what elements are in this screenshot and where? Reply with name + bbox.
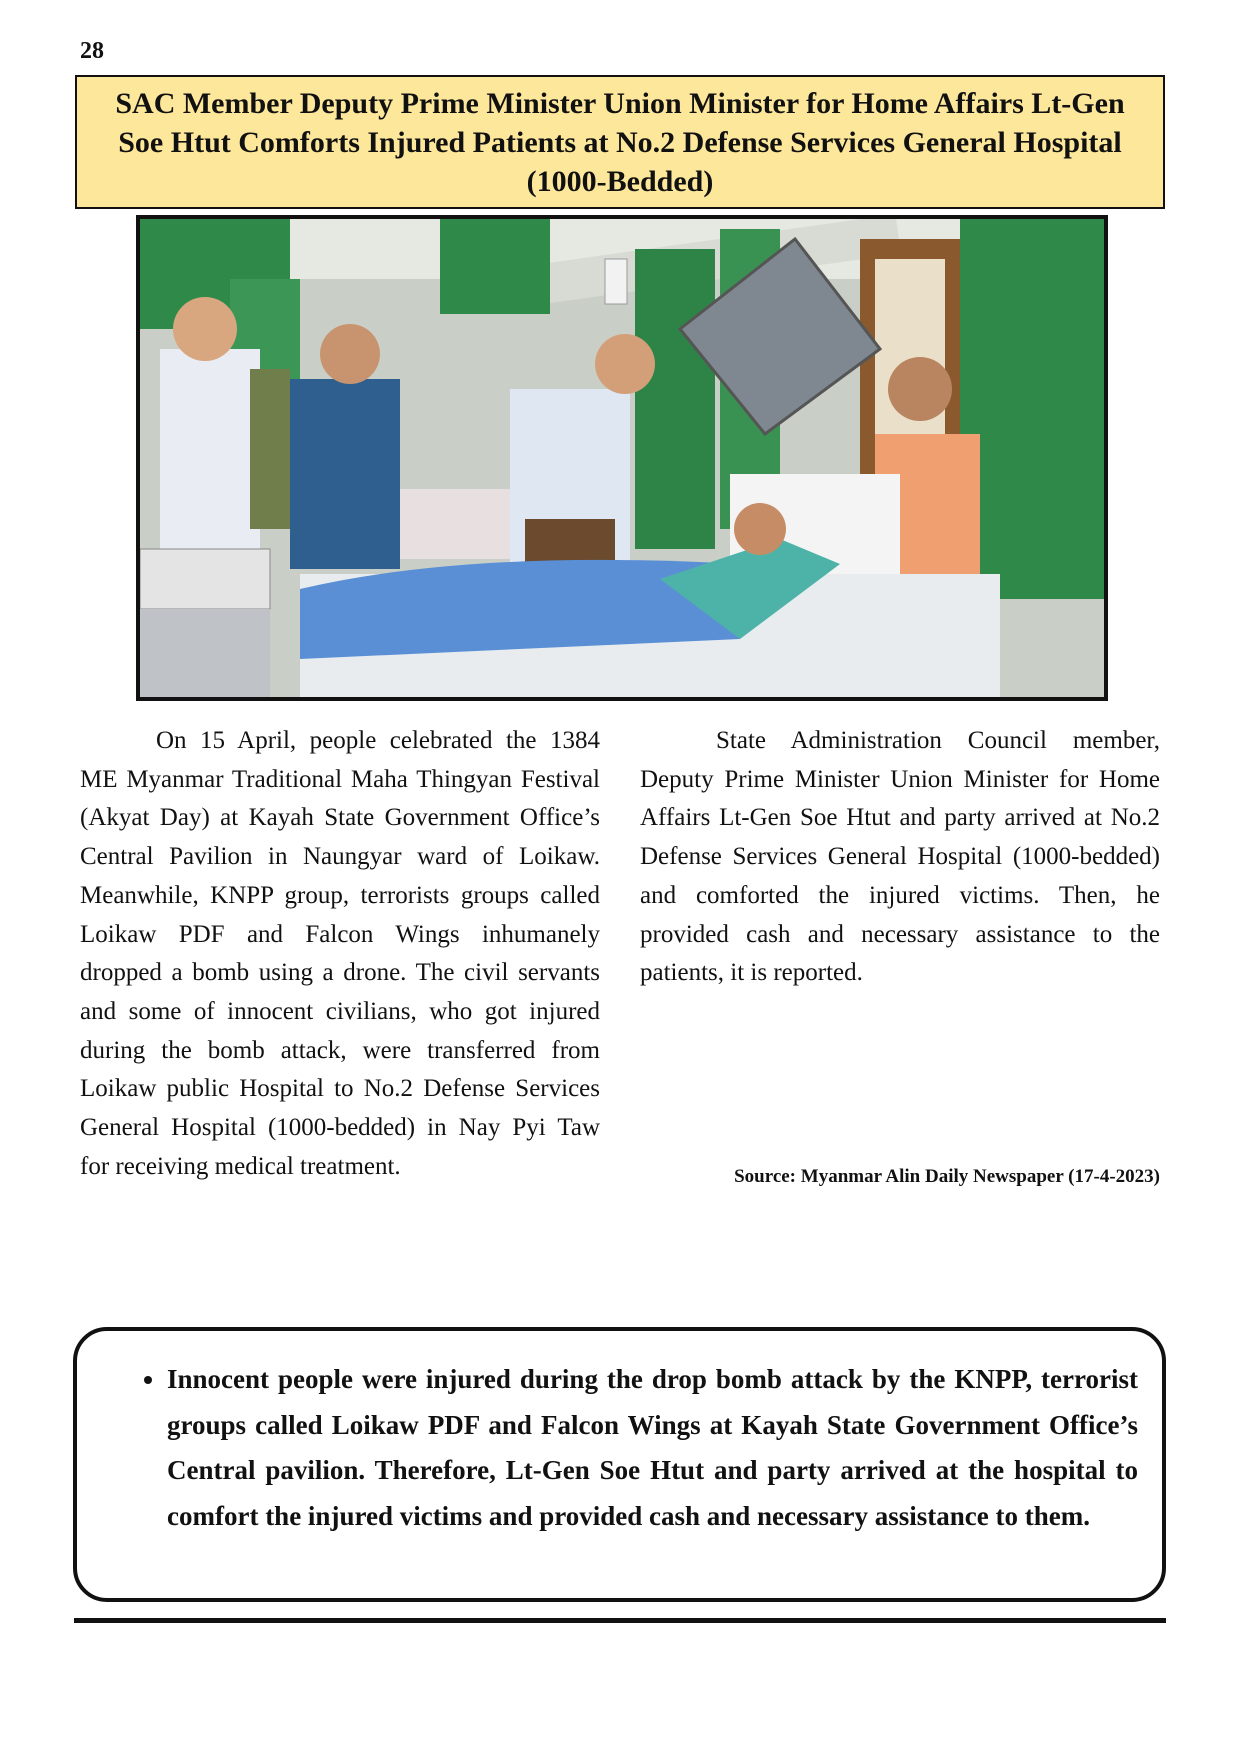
article-title: SAC Member Deputy Prime Minister Union Minister for Home Affairs Lt-Gen Soe Htut Comforts Injured Patients at No.2 Defense Services General Hospital (1000-Bedded) (115, 86, 1125, 198)
bottom-divider (74, 1618, 1166, 1623)
summary-list (133, 1357, 1138, 1539)
hospital-photo-illustration (140, 219, 1104, 697)
summary-box (73, 1327, 1166, 1602)
page-number: 28 (80, 38, 104, 64)
source-credit: Source: Myanmar Alin Daily Newspaper (17-4-2023) (734, 1166, 1160, 1187)
article-paragraph-right: State Administration Council member, Deputy Prime Minister Union Minister for Home Affairs Lt-Gen Soe Htut and party arrived at No.2 Defense Services General Hospital (1000-bedded) and comforted the injured victims. Then, he provided cash and necessary assistance to the patients, it is reported. (640, 727, 1160, 987)
hospital-photo (136, 215, 1108, 701)
article-paragraph-left: On 15 April, people celebrated the 1384 ME Myanmar Traditional Maha Thingyan Festival (Akyat Day) at Kayah State Government Office’s Central Pavilion in Naungyar ward of Loikaw. Meanwhile, KNPP group, terrorists groups called Loikaw PDF and Falcon Wings inhumanely dropped a bomb using a drone. The civil servants and some of innocent civilians, who got injured during the bomb attack, were transferred from Loikaw public Hospital to No.2 Defense Services General Hospital (1000-bedded) in Nay Pyi Taw for receiving medical treatment. (80, 727, 600, 1180)
article-title-box (75, 75, 1165, 209)
article-right-column (640, 722, 1160, 993)
summary-bullet: • Innocent people were injured during the drop bomb attack by the KNPP, terrorist groups called Loikaw PDF and Falcon Wings at Kayah State Government Office’s Central pavilion. Therefore, Lt-Gen Soe Htut and party arrived at the hospital to comfort the injured victims and provided cash and necessary assistance to them. (167, 1357, 1138, 1539)
article-left-column (80, 722, 600, 1186)
